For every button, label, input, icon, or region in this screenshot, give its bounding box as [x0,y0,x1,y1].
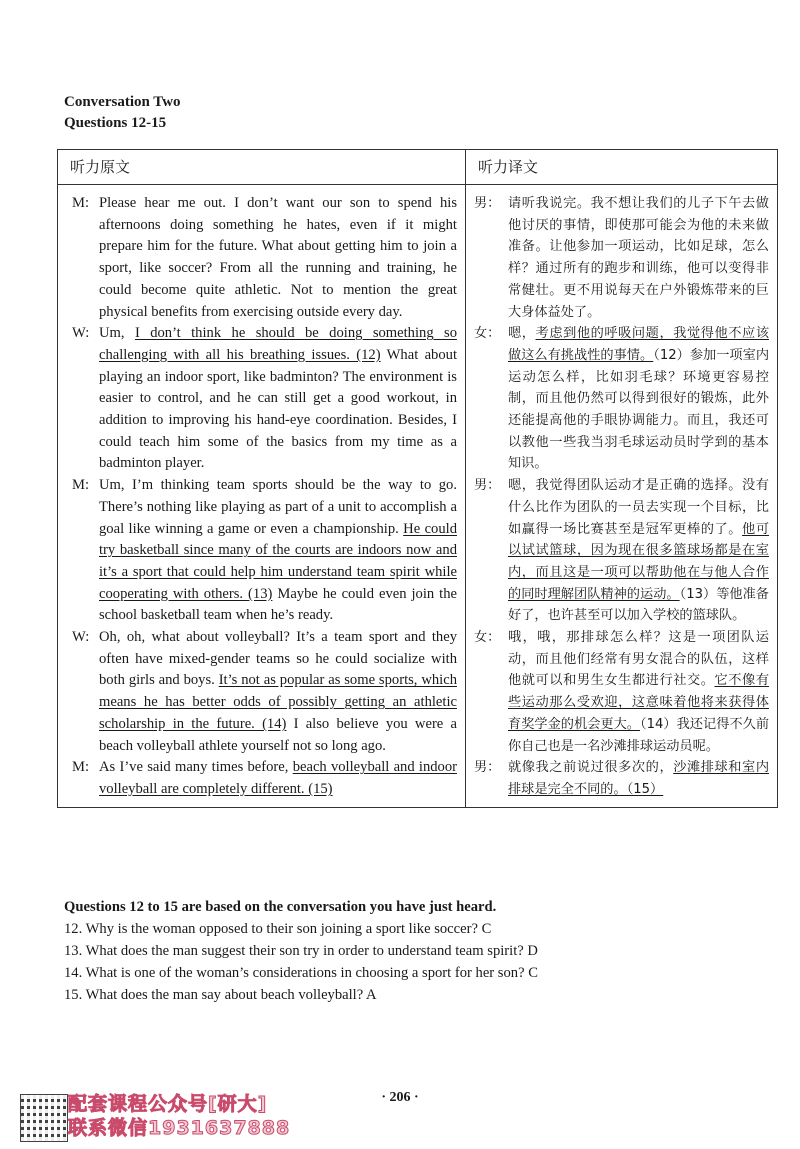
answer-key-underline: 他可以试试篮球，因为现在很多篮球场都是在室内，而且这是一项可以帮助他在与他人合作的同时理解团队精神的运动。 [508,521,770,602]
utterance-segment: （13）等他准备好了，也许甚至可以加入学校的篮球队。 [508,586,769,624]
dialogue-turn [474,193,769,323]
question-item: 13. What does the man suggest their son try in order to understand team spirit? D [64,943,538,959]
dialogue-turn [474,627,769,757]
english-transcript [58,185,466,808]
utterance-segment: （12）参加一项室内运动怎么样，比如羽毛球？环境更容易控制，而且他仍然可以得到很好的锻炼，此外还能提高他的手眼协调能力。而且，我还可以教他一些我当羽毛球运动员时学到的基本知识。 [508,347,770,472]
utterance-segment: What about playing an indoor sport, like badminton? The environment is easier to control, and he can still get a good workout, in addition to improving his hand-eye coordination. Besides, I could teach him some of the basics from my time as a badminton player. [99,346,458,472]
questions-block [64,896,538,1006]
answer-key-underline: It’s not as popular as some sports, which means he has better odds of possibly getting an athletic scholarship in the future. (14) [99,672,457,732]
questions-header: Questions 12 to 15 are based on the conversation you have just heard. [64,899,497,915]
utterance-segment: Um, [99,325,135,342]
utterance-text [99,193,457,323]
dialogue-turn [72,627,457,757]
dialogue-turn [474,475,769,627]
utterance-segment: 嗯， [508,326,536,342]
speaker-label: 男： [474,760,501,776]
answer-key-underline: 沙滩排球和室内排球是完全不同的。（15） [508,760,770,797]
utterance-segment: Maybe he could even join the school basketball team when he’s ready. [99,585,457,624]
answer-key-underline: He could try basketball since many of the courts are indoors now and it’s a sport that could help him understand team spirit while cooperating with others. (13) [99,520,457,602]
conversation-title: Conversation Two [64,94,181,110]
utterance-segment: 哦，哦，那排球怎么样？这是一项团队运动，而且他们经常有男女混合的队伍，这样他就可以和男生女生都进行社交。 [508,630,769,689]
utterance-segment: Um, I’m thinking team sports should be the way to go. There’s nothing like playing as part of a unit to accomplish a goal like winning a game or even a championship. [99,477,457,537]
utterance-text [99,475,457,627]
answer-key-underline: beach volleyball and indoor volleyball are completely different. (15) [99,759,457,797]
section-heading [64,92,181,134]
utterance-segment: 就像我之前说过很多次的， [508,760,674,776]
utterance-text [508,193,769,323]
utterance-segment: I also believe you were a beach volleyball athlete yourself not so long ago. [99,715,457,754]
speaker-label: 女： [474,630,501,646]
utterance-segment: Please hear me out. I don’t want our son to spend his afternoons doing something he hates, even if it might prepare him for the future. What about getting him to join a sport, like soccer? From all the running and training, he could become quite athletic. Not to mention the great physical benefits from exercising outside every day. [99,195,457,320]
speaker-label: W: [72,325,90,342]
dialogue-turn [72,193,457,323]
answer-key-underline: 考虑到他的呼吸问题，我觉得他不应该做这么有挑战性的事情。 [508,326,770,363]
watermark-line: 配套课程公众号[研大] [68,1093,268,1115]
question-item: 14. What is one of the woman’s considerations in choosing a sport for her son? C [64,965,538,981]
speaker-label: 男： [474,196,501,211]
question-item: 12. Why is the woman opposed to their son joining a sport like soccer? C [64,921,492,937]
utterance-segment: As I’ve said many times before, [99,759,293,776]
answer-key-underline: 它不像有些运动那么受欢迎，这意味着他将来获得体育奖学金的机会更大。 [508,673,770,732]
utterance-text [508,475,769,627]
original-text-header: 听力原文 [58,150,466,185]
transcript-table [57,149,778,808]
dialogue-turn [72,323,457,475]
chinese-translation [466,185,778,808]
dialogue-turn [474,757,769,800]
utterance-text [99,323,457,475]
page-number: · 206 · [381,1090,419,1105]
speaker-label: M: [72,759,90,776]
speaker-label: 男： [474,478,501,494]
utterance-segment: （14）我还记得不久前你自己也是一名沙滩排球运动员呢。 [508,716,770,754]
dialogue-turn [72,757,457,800]
translation-header: 听力译文 [466,150,778,185]
utterance-text [508,757,769,800]
utterance-text [508,627,769,757]
speaker-label: 女： [474,326,501,342]
utterance-text [508,323,769,475]
utterance-segment: 嗯，我觉得团队运动才是正确的选择。没有什么比作为团队的一员去实现一个目标，比如赢得一场比赛甚至是冠军更棒的了。 [508,478,769,537]
utterance-text [99,627,457,757]
utterance-text [99,757,457,800]
answer-key-underline: I don’t think he should be doing something so challenging with all his breathing issues. (12) [99,325,457,363]
speaker-label: M: [72,477,90,494]
dialogue-turn [72,475,457,627]
speaker-label: M: [72,195,90,211]
utterance-segment: 请听我说完。我不想让我们的儿子下午去做他讨厌的事情，即使那可能会为他的未来做准备。让他参加一项运动，比如足球，怎么样？通过所有的跑步和训练，他可以变得非常健壮。更不用说每天在户外锻炼带来的巨大身体益处了。 [508,196,769,320]
utterance-segment: Oh, oh, what about volleyball? It’s a team sport and they often have mixed-gender teams so he could socialize with both girls and boys. [99,629,457,689]
dialogue-turn [474,323,769,475]
watermark-line: 联系微信1931637888 [68,1117,291,1139]
speaker-label: W: [72,629,90,646]
question-item: 15. What does the man say about beach volleyball? A [64,987,377,1003]
questions-range: Questions 12-15 [64,115,167,131]
